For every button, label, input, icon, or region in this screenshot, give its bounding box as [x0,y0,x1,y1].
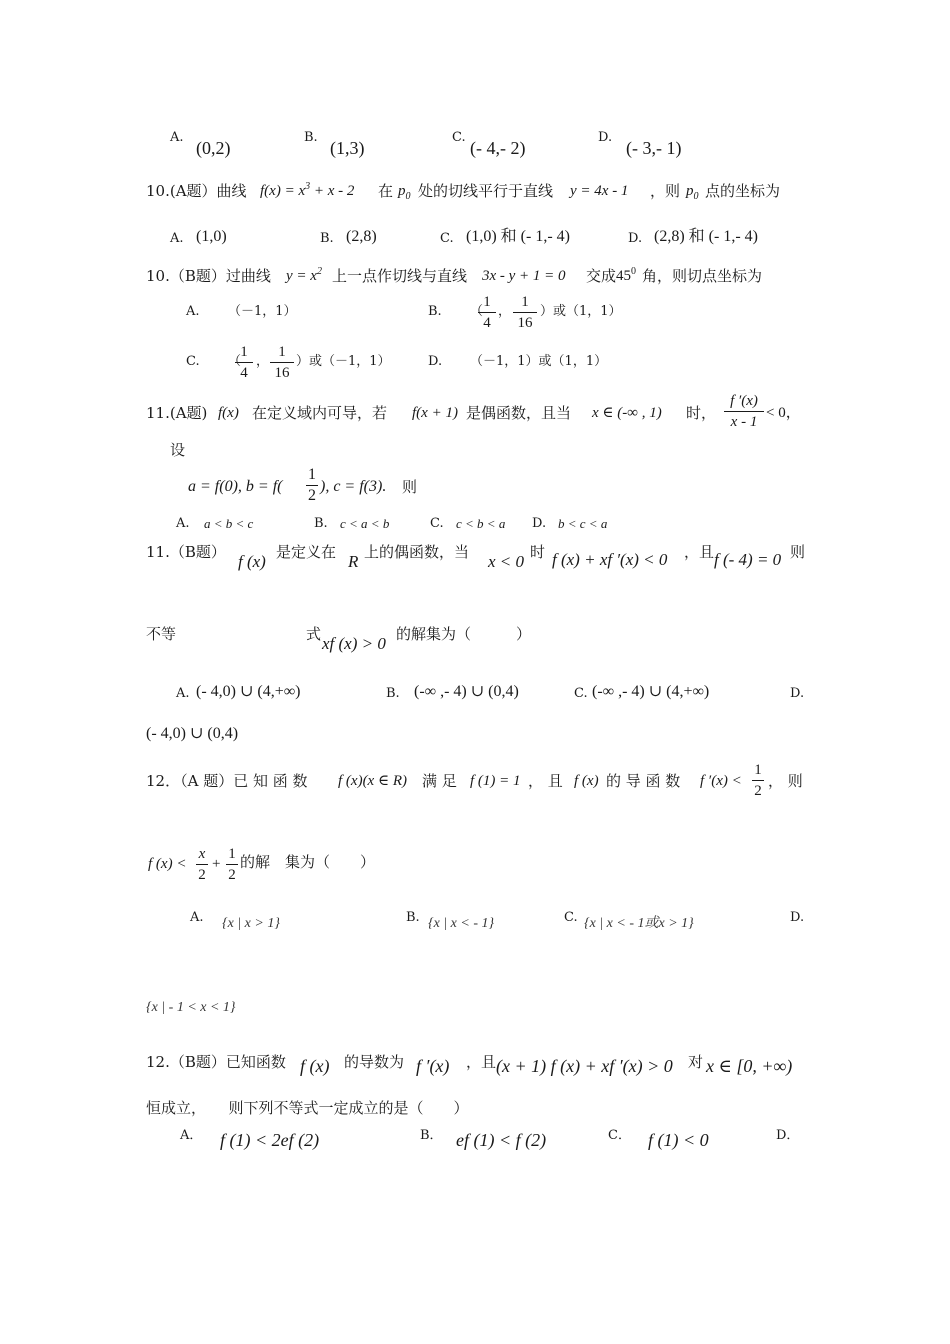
q10b-line: 3x - y + 1 = 0 [482,268,566,284]
q11b-text-then: 则 [790,543,806,561]
q12a-f1: f (1) = 1 [470,773,521,789]
q12a-xfrac: x 2 [196,845,208,884]
q10a-a-label: A. [170,231,184,246]
q12b-d-label: D． [776,1128,800,1143]
q10b-number: 10.（B题）过曲线 [146,267,271,285]
q12a-c-value: {x | x < - 1或x > 1} [584,916,694,931]
q9-a-label: A. [170,130,184,145]
q10a-text-at: 在 [378,182,394,200]
q12b-number: 12.（B题）已知函数 [146,1053,286,1071]
q11a-abc-def: a = f(0), b = f( [188,478,283,495]
q11b-a-value: (- 4,0) ∪ (4,+∞) [196,683,301,700]
q12b-b-value: ef (1) < f (2) [456,1130,547,1150]
q12a-fp: f ′(x) < [700,773,742,789]
q12a-b-value: {x | x < - 1} [428,916,495,931]
q12b-c-value: f (1) < 0 [648,1130,709,1150]
q12b-text-deriv: 的导数为 [344,1053,405,1071]
q10b-text-angle: 交成 [586,267,617,285]
q11a-a-label: A. [176,516,190,531]
q11a-domain: x ∈ (-∞ , 1) [592,405,662,421]
q12b-a-label: A． [180,1128,203,1143]
q10a-number: 10.(A题）曲线 [146,182,247,200]
q12b-b-label: B． [420,1128,443,1143]
q12b-ineq: (x + 1) f (x) + xf ′(x) > 0 [496,1056,673,1076]
q12b-a-value: f (1) < 2ef (2) [220,1130,320,1150]
q10a-c-value: (1,0) 和 (- 1,- 4) [466,228,570,245]
q10b-c-open: （ [228,354,242,369]
q12b-line2: 恒成立， 则下列不等式一定成立的是（ ） [146,1099,469,1117]
q9-c-label: C. [452,130,466,145]
q9-a-value: (0,2) [196,138,231,158]
q11a-c-label: C. [430,516,444,531]
q10a-a-value: (1,0) [196,228,227,245]
q11b-text-ineq1: 不等 [146,625,177,643]
q12b-fx: f (x) [300,1056,330,1076]
q11b-ineq: f (x) + xf ′(x) < 0 [552,550,668,569]
q12b-c-label: C． [608,1128,631,1143]
q9-c-value: (- 4,- 2) [470,138,526,158]
q11b-fx: f (x) [238,552,266,571]
q10b-a-value: （－1，1） [228,304,297,319]
q10a-c-label: C. [440,231,454,246]
q11b-c-value: (-∞ ,- 4) ∪ (4,+∞) [592,683,710,700]
q11a-d-value: b < c < a [558,516,608,531]
q11b-text-solution: 的解集为（ ） [396,625,532,643]
q12a-d-value: {x | - 1 < x < 1} [146,1000,236,1015]
q10a-text-then: ，则 [650,182,681,200]
q12b-domain: x ∈ [0, +∞) [706,1056,793,1076]
q11a-text-diff: 在定义域内可导，若 [252,404,388,422]
q12a-text-solution: 的解 集为（ ） [240,853,376,871]
q10a-text-coord: 点的坐标为 [705,182,781,200]
q10a-d-value: (2,8) 和 (- 1,- 4) [654,228,758,245]
q10a-b-label: B. [320,231,334,246]
q10b-c-label: C. [186,354,200,369]
q11a-frac: f ′(x) x - 1 [724,392,764,431]
q11b-cond: x < 0 [488,552,525,571]
q10a-text-parallel: 处的切线平行于直线 [418,182,554,200]
q12a-b-label: B. [406,910,420,925]
q11b-c-label: C. [574,686,588,701]
q11a-fx1: f(x + 1) [412,405,458,421]
q9-b-value: (1,3) [330,138,365,158]
q10a-line: y = 4x - 1 [570,183,629,199]
q11b-d-value: (- 4,0) ∪ (0,4) [146,725,239,742]
q12a-text-and: ， 且 [528,772,563,790]
q9-d-value: (- 3,- 1) [626,138,682,158]
q10b-b-open: （ [470,304,484,319]
q10a-p0: $p_0$ [398,183,411,202]
q12a-number: 12．（A 题）已 知 函 数 [146,772,308,790]
q10b-a-label: A. [186,304,200,319]
q11b-d-label: D. [790,686,805,701]
q10b-b-comma: ， [498,304,512,319]
q9-d-label: D. [598,130,613,145]
q11b-R: R [348,552,359,571]
q11a-fx: f(x) [218,405,239,421]
q9-b-label: B. [304,130,318,145]
q11b-text-ineq2: 式 [306,625,322,643]
q10a-b-value: (2,8) [346,228,377,245]
q11b-a-label: A. [176,686,190,701]
q12a-text-deriv: 的 导 函 数 [606,772,681,790]
q12b-text-and: ，且 [466,1053,497,1071]
q10b-b-label: B. [428,304,442,319]
q10a-p0b: $p_0$ [686,183,699,202]
q12a-a-label: A. [190,910,204,925]
q10a-d-label: D. [628,231,643,246]
q10b-c-close: ）或（－1，1） [296,354,391,369]
q10b-b-frac1: 1 4 [478,293,496,332]
q12b-text-for: 对 [688,1053,704,1071]
q12a-fx: f (x)(x ∈ R) [338,773,407,789]
q12a-half: 1 2 [752,761,764,800]
q10b-c-frac2: 1 16 [270,343,294,382]
q10b-text-tail: 角，则切点坐标为 [642,267,763,285]
q10b-b-frac2: 1 16 [513,293,537,332]
q12b-fp: f ′(x) [416,1056,450,1076]
q11a-text-when: 时， [686,404,717,422]
q11b-text-even: 上的偶函数，当 [364,543,470,561]
q10b-b-close: ）或（1，1） [540,304,622,319]
q10b-text-tangent: 上一点作切线与直线 [332,267,468,285]
q11a-a-value: a < b < c [204,516,254,531]
q11a-b-label: B. [314,516,328,531]
q10b-angle: $45^0$ [616,266,636,284]
q12a-c-label: C. [564,910,578,925]
q11b-ineq2: xf (x) > 0 [322,634,386,653]
q11a-text-even: 是偶函数，且当 [466,404,572,422]
q11a-let: 设 [170,441,186,459]
q10b-curve: $y = x^2$ [286,266,322,284]
q10b-d-label: D. [428,354,443,369]
q10b-c-comma: ， [256,354,270,369]
q12a-d-label: D. [790,910,805,925]
q11a-then: 则 [402,478,418,496]
q11b-number: 11.（B题） [146,543,226,561]
q10a-func: $f(x) = x^3 + x - 2$ [260,181,355,199]
q11a-c-value: c < b < a [456,516,506,531]
q12a-text-satisfy: 满 足 [422,772,457,790]
q11a-abc-def2: ), c = f(3). [320,478,387,495]
q11b-b-value: (-∞ ,- 4) ∪ (0,4) [414,683,519,700]
q12a-fx2: f (x) [574,773,599,789]
q11b-text-and: ，且 [684,543,715,561]
q11a-b-value: c < a < b [340,516,390,531]
q11a-d-label: D. [532,516,547,531]
q11a-half: 1 2 [308,466,316,504]
q12a-a-value: {x | x > 1} [222,916,280,931]
q11a-number: 11.(A题) [146,404,208,422]
q11b-text-when: 时 [530,543,546,561]
q12a-ineq: f (x) < [148,856,187,872]
q10b-d-value: （－1，1）或（1，1） [470,354,608,369]
q11a-lt0: < 0， [766,405,801,421]
q11b-text-defined: 是定义在 [276,543,337,561]
q12a-ofrac: 1 2 [226,845,238,884]
q10b-c-frac1: 1 4 [235,343,253,382]
q11b-f4: f (- 4) = 0 [714,550,782,569]
q11b-b-label: B. [386,686,400,701]
q12a-text-then: ， 则 [768,772,803,790]
q12a-plus: + [212,856,221,872]
